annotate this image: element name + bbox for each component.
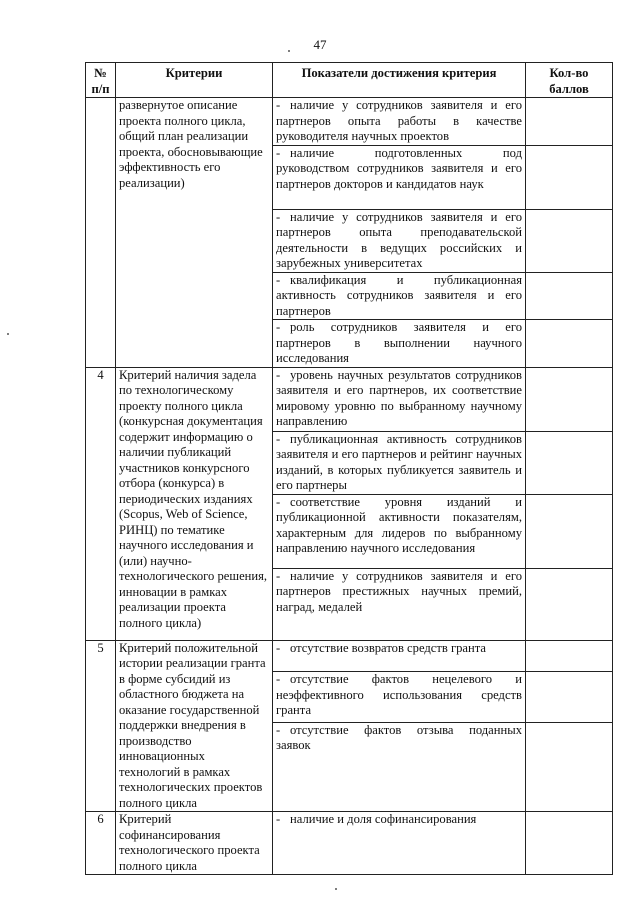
indicator-text: наличие подготовленных под руководством сотрудников заявителя и его партнеров докторов и кандидатов наук bbox=[276, 145, 522, 191]
indicator-text: роль сотрудников заявителя и его партнеров в выполнении научного исследования bbox=[276, 320, 522, 365]
bullet-dash: - bbox=[276, 209, 281, 224]
bullet-dash: - bbox=[276, 145, 281, 160]
row-number bbox=[86, 98, 116, 368]
row-number: 6 bbox=[86, 812, 116, 875]
score-cell bbox=[526, 672, 613, 722]
indicator-cell bbox=[273, 367, 526, 431]
indicator-text: отсутствие возвратов средств гранта bbox=[290, 640, 486, 655]
bullet-dash: - bbox=[276, 640, 281, 655]
table-row bbox=[86, 812, 613, 875]
bullet-dash: - bbox=[276, 367, 281, 382]
indicator-text: соответствие уровня изданий и публикационной активности показателям, характерным для лидеров по выбранному направлению научного исследования bbox=[276, 494, 522, 555]
indicator-text: уровень научных результатов сотрудников заявителя и его партнеров, их соответствие мировому уровню по выбранному научному направлению bbox=[276, 367, 522, 428]
criterion-text: Критерий положительной истории реализации гранта в форме субсидий из областного бюджета на оказание государственной поддержки внедрения в производство инновационных технологий в рамках технологических проектов полного цикла bbox=[116, 640, 273, 812]
criterion-text: Критерий софинансирования технологического проекта полного цикла bbox=[116, 812, 273, 875]
score-cell bbox=[526, 431, 613, 494]
row-number: 4 bbox=[86, 367, 116, 640]
score-cell bbox=[526, 145, 613, 209]
indicator-cell bbox=[273, 722, 526, 811]
bullet-dash: - bbox=[276, 98, 281, 112]
criterion-text: развернутое описание проекта полного цикла, общий план реализации проекта, обосновывающие эффективность его реализации) bbox=[116, 98, 273, 368]
bullet-dash: - bbox=[276, 272, 281, 287]
score-cell bbox=[526, 367, 613, 431]
score-cell bbox=[526, 722, 613, 811]
indicator-text: наличие у сотрудников заявителя и его партнеров престижных научных премий, наград, медалей bbox=[276, 568, 522, 614]
table-row bbox=[86, 640, 613, 672]
bullet-dash: - bbox=[276, 494, 281, 509]
bullet-dash: - bbox=[276, 568, 281, 583]
bullet-dash: - bbox=[276, 431, 281, 446]
indicator-cell bbox=[273, 98, 526, 146]
indicator-cell bbox=[273, 640, 526, 672]
indicator-cell bbox=[273, 672, 526, 722]
indicator-text: наличие у сотрудников заявителя и его партнеров опыта преподавательской деятельности в ведущих российских и зарубежных университетах bbox=[276, 209, 522, 270]
scan-dot bbox=[335, 888, 337, 890]
score-cell bbox=[526, 494, 613, 568]
bullet-dash: - bbox=[276, 672, 281, 687]
indicator-cell bbox=[273, 494, 526, 568]
indicator-text: наличие у сотрудников заявителя и его партнеров опыта работы в качестве руководителя научных проектов bbox=[276, 98, 522, 143]
score-cell bbox=[526, 272, 613, 320]
table-row bbox=[86, 98, 613, 146]
indicator-cell bbox=[273, 145, 526, 209]
score-cell bbox=[526, 568, 613, 640]
scan-dot bbox=[7, 333, 9, 335]
indicator-text: наличие и доля софинансирования bbox=[290, 812, 477, 826]
header-row bbox=[86, 63, 613, 98]
indicator-cell bbox=[273, 272, 526, 320]
indicator-cell bbox=[273, 209, 526, 272]
row-number: 5 bbox=[86, 640, 116, 812]
score-cell bbox=[526, 640, 613, 672]
header-indicators: Показатели достижения критерия bbox=[273, 63, 526, 98]
indicator-text: публикационная активность сотрудников заявителя и его партнеров и рейтинг научных изданий, в которых публикуется заявитель и его партнеры bbox=[276, 431, 522, 492]
indicator-cell bbox=[273, 431, 526, 494]
bullet-dash: - bbox=[276, 722, 281, 737]
criterion-text: Критерий наличия задела по технологическому проекту полного цикла (конкурсная документация содержит информацию о наличии публикаций участников конкурсного отбора (конкурса) в периодических изданиях (Scopus, Web of Science, РИНЦ) по тематике научного исследования и (или) научно-технологического решения, инновации в рамках реализации проекта полного цикла) bbox=[116, 367, 273, 640]
score-cell bbox=[526, 98, 613, 146]
scan-dot bbox=[288, 50, 290, 52]
header-criteria: Критерии bbox=[116, 63, 273, 98]
indicator-text: квалификация и публикационная активность сотрудников заявителя и его партнеров bbox=[276, 272, 522, 318]
indicator-cell bbox=[273, 320, 526, 368]
header-score: Кол-во баллов bbox=[526, 63, 613, 98]
score-cell bbox=[526, 209, 613, 272]
indicator-text: отсутствие фактов нецелевого и неэффективного использования средств гранта bbox=[276, 672, 522, 718]
table-row bbox=[86, 367, 613, 431]
bullet-dash: - bbox=[276, 812, 281, 826]
criteria-table bbox=[85, 62, 613, 875]
page-number: 47 bbox=[313, 37, 327, 52]
score-cell bbox=[526, 320, 613, 368]
indicator-cell bbox=[273, 568, 526, 640]
indicator-cell bbox=[273, 812, 526, 875]
score-cell bbox=[526, 812, 613, 875]
bullet-dash: - bbox=[276, 320, 281, 334]
header-num: № п/п bbox=[86, 63, 116, 98]
indicator-text: отсутствие фактов отзыва поданных заявок bbox=[276, 722, 522, 753]
